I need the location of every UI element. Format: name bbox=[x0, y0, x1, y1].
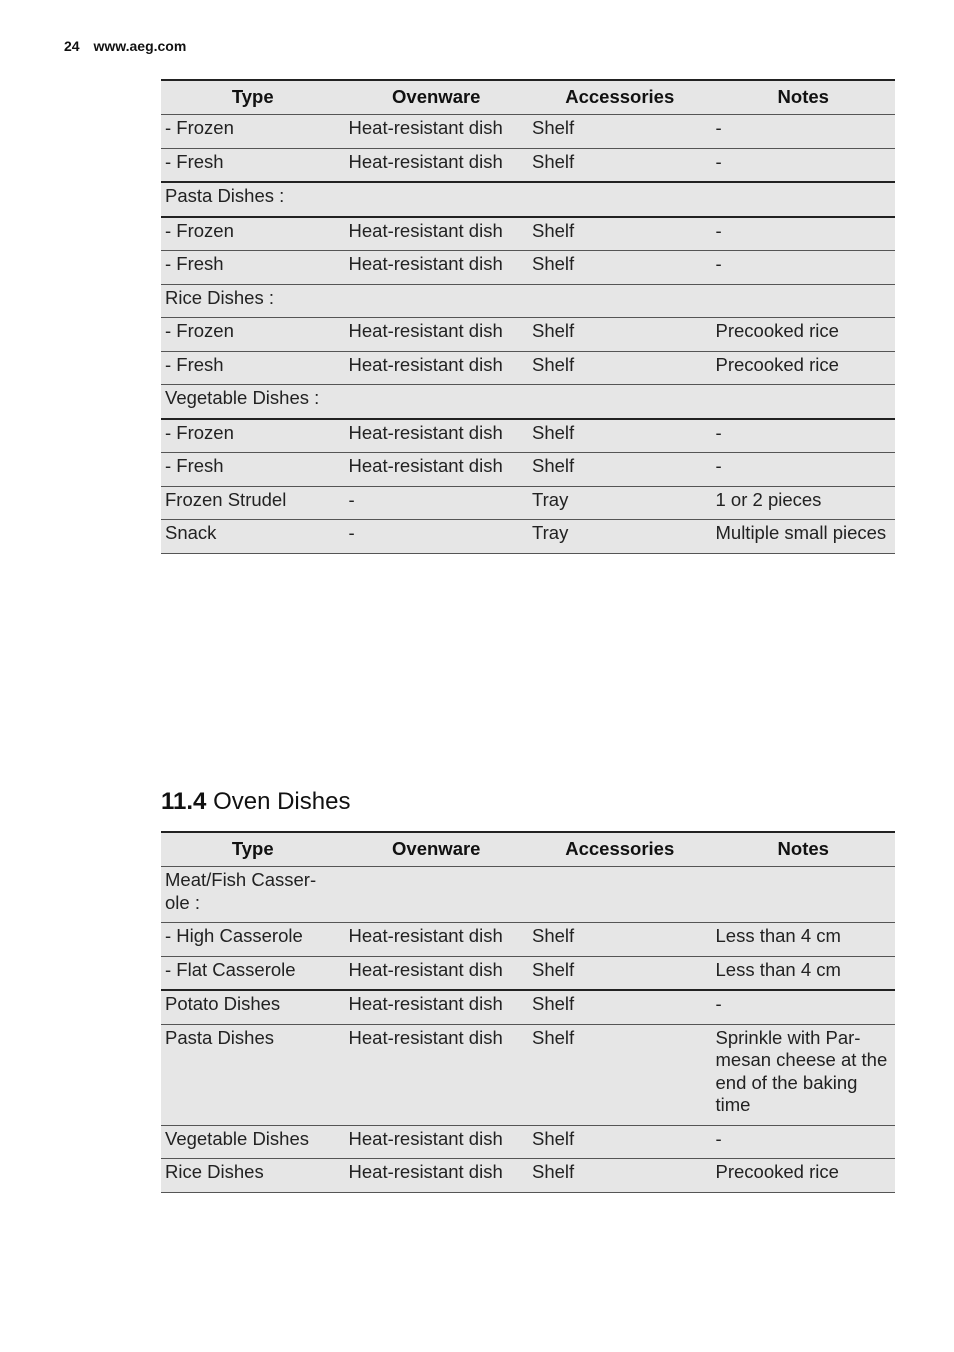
category-cell: Vegetable Dishes : bbox=[161, 385, 345, 419]
category-cell: Rice Dishes : bbox=[161, 284, 345, 318]
notes-cell: - bbox=[712, 217, 896, 251]
empty-cell bbox=[712, 385, 896, 419]
type-cell: - Frozen bbox=[161, 318, 345, 352]
notes-cell: Precooked rice bbox=[712, 1159, 896, 1193]
ovenware-cell: Heat-resistant dish bbox=[345, 956, 529, 990]
ovenware-cell: Heat-resistant dish bbox=[345, 251, 529, 285]
category-row bbox=[161, 867, 895, 923]
ovenware-cell: Heat-resistant dish bbox=[345, 318, 529, 352]
oven-dishes-table bbox=[161, 831, 895, 1193]
ovenware-cell: Heat-resistant dish bbox=[345, 217, 529, 251]
table-row bbox=[161, 453, 895, 487]
table-row bbox=[161, 351, 895, 385]
accessories-cell: Shelf bbox=[528, 419, 712, 453]
table-row bbox=[161, 1159, 895, 1193]
accessories-cell: Shelf bbox=[528, 1125, 712, 1159]
table-row bbox=[161, 217, 895, 251]
type-cell: Vegetable Dishes bbox=[161, 1125, 345, 1159]
ovenware-cell: Heat-resistant dish bbox=[345, 1024, 529, 1125]
accessories-cell: Shelf bbox=[528, 148, 712, 182]
ovenware-cell: Heat-resistant dish bbox=[345, 1159, 529, 1193]
column-header-type: Type bbox=[161, 832, 345, 867]
empty-cell bbox=[528, 284, 712, 318]
accessories-cell: Shelf bbox=[528, 251, 712, 285]
ovenware-cell: - bbox=[345, 486, 529, 520]
ovenware-cell: - bbox=[345, 520, 529, 554]
notes-cell: - bbox=[712, 990, 896, 1024]
ovenware-cell: Heat-resistant dish bbox=[345, 115, 529, 149]
type-cell: - Frozen bbox=[161, 217, 345, 251]
table-row bbox=[161, 419, 895, 453]
empty-cell bbox=[528, 182, 712, 217]
category-cell: Meat/Fish Casser-ole : bbox=[161, 867, 345, 923]
table-row bbox=[161, 1024, 895, 1125]
notes-cell: Multiple small pieces bbox=[712, 520, 896, 554]
column-header-ovenware: Ovenware bbox=[345, 80, 529, 115]
table-header-row bbox=[161, 80, 895, 115]
type-cell: Pasta Dishes bbox=[161, 1024, 345, 1125]
notes-cell: Precooked rice bbox=[712, 318, 896, 352]
column-header-type: Type bbox=[161, 80, 345, 115]
ovenware-cell: Heat-resistant dish bbox=[345, 419, 529, 453]
empty-cell bbox=[345, 385, 529, 419]
notes-cell: - bbox=[712, 251, 896, 285]
accessories-cell: Shelf bbox=[528, 115, 712, 149]
column-header-notes: Notes bbox=[712, 80, 896, 115]
category-row bbox=[161, 182, 895, 217]
section-number: 11.4 bbox=[161, 788, 207, 815]
empty-cell bbox=[345, 867, 529, 923]
notes-cell: Precooked rice bbox=[712, 351, 896, 385]
table-body bbox=[161, 115, 895, 554]
accessories-cell: Shelf bbox=[528, 1024, 712, 1125]
column-header-notes: Notes bbox=[712, 832, 896, 867]
page-number: 24 bbox=[64, 38, 80, 54]
empty-cell bbox=[345, 284, 529, 318]
notes-cell: - bbox=[712, 1125, 896, 1159]
table-row bbox=[161, 115, 895, 149]
empty-cell bbox=[528, 385, 712, 419]
type-cell: - High Casserole bbox=[161, 923, 345, 957]
category-cell: Pasta Dishes : bbox=[161, 182, 345, 217]
section-heading bbox=[161, 788, 350, 816]
accessories-cell: Shelf bbox=[528, 217, 712, 251]
accessories-cell: Shelf bbox=[528, 351, 712, 385]
type-cell: Rice Dishes bbox=[161, 1159, 345, 1193]
website-url: www.aeg.com bbox=[93, 38, 187, 54]
category-row bbox=[161, 284, 895, 318]
ovenware-cell: Heat-resistant dish bbox=[345, 990, 529, 1024]
type-cell: - Frozen bbox=[161, 115, 345, 149]
notes-cell: Less than 4 cm bbox=[712, 956, 896, 990]
accessories-cell: Shelf bbox=[528, 956, 712, 990]
notes-cell: - bbox=[712, 419, 896, 453]
type-cell: - Fresh bbox=[161, 251, 345, 285]
table-row bbox=[161, 1125, 895, 1159]
column-header-ovenware: Ovenware bbox=[345, 832, 529, 867]
table-row bbox=[161, 520, 895, 554]
empty-cell bbox=[712, 867, 896, 923]
type-cell: - Frozen bbox=[161, 419, 345, 453]
accessories-cell: Shelf bbox=[528, 453, 712, 487]
table-row bbox=[161, 486, 895, 520]
section-title: Oven Dishes bbox=[213, 788, 351, 815]
type-cell: Snack bbox=[161, 520, 345, 554]
column-header-accessories: Accessories bbox=[528, 832, 712, 867]
ovenware-cell: Heat-resistant dish bbox=[345, 148, 529, 182]
notes-cell: - bbox=[712, 453, 896, 487]
ovenware-cell: Heat-resistant dish bbox=[345, 453, 529, 487]
type-cell: - Fresh bbox=[161, 148, 345, 182]
accessories-cell: Tray bbox=[528, 520, 712, 554]
empty-cell bbox=[345, 182, 529, 217]
ovenware-cell: Heat-resistant dish bbox=[345, 351, 529, 385]
table-row bbox=[161, 990, 895, 1024]
category-row bbox=[161, 385, 895, 419]
notes-cell: 1 or 2 pieces bbox=[712, 486, 896, 520]
type-cell: Potato Dishes bbox=[161, 990, 345, 1024]
type-cell: - Fresh bbox=[161, 351, 345, 385]
accessories-cell: Tray bbox=[528, 486, 712, 520]
page-header bbox=[64, 38, 186, 54]
table-body bbox=[161, 867, 895, 1193]
empty-cell bbox=[712, 284, 896, 318]
notes-cell: - bbox=[712, 115, 896, 149]
accessories-cell: Shelf bbox=[528, 990, 712, 1024]
type-cell: Frozen Strudel bbox=[161, 486, 345, 520]
accessories-cell: Shelf bbox=[528, 318, 712, 352]
table-row bbox=[161, 923, 895, 957]
table-row bbox=[161, 956, 895, 990]
table-row bbox=[161, 251, 895, 285]
notes-cell: - bbox=[712, 148, 896, 182]
ovenware-cell: Heat-resistant dish bbox=[345, 923, 529, 957]
notes-cell: Sprinkle with Par-mesan cheese at the end of the baking time bbox=[712, 1024, 896, 1125]
notes-cell: Less than 4 cm bbox=[712, 923, 896, 957]
empty-cell bbox=[528, 867, 712, 923]
accessories-cell: Shelf bbox=[528, 1159, 712, 1193]
table-row bbox=[161, 148, 895, 182]
column-header-accessories: Accessories bbox=[528, 80, 712, 115]
table-header-row bbox=[161, 832, 895, 867]
table-row bbox=[161, 318, 895, 352]
baking-table-1 bbox=[161, 79, 895, 554]
type-cell: - Flat Casserole bbox=[161, 956, 345, 990]
type-cell: - Fresh bbox=[161, 453, 345, 487]
ovenware-cell: Heat-resistant dish bbox=[345, 1125, 529, 1159]
accessories-cell: Shelf bbox=[528, 923, 712, 957]
empty-cell bbox=[712, 182, 896, 217]
